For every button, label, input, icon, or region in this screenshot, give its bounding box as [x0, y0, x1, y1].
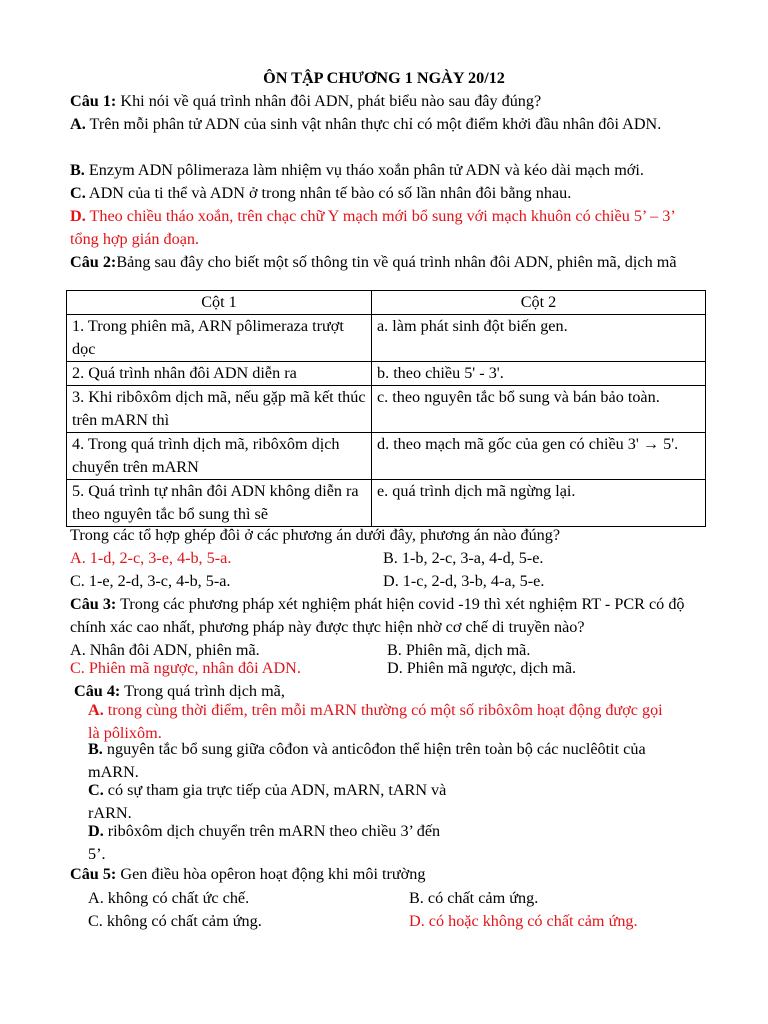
q1-option-b-text: Enzym ADN pôlimeraza làm nhiệm vụ tháo xoắn phân tử ADN và kéo dài mạch mới.: [84, 161, 644, 179]
q3-option-b: B. Phiên mã, dịch mã.: [387, 641, 531, 659]
q4-option-c-letter: C.: [88, 781, 104, 799]
q3-label: Câu 3:: [70, 595, 117, 613]
q4-option-c-text: có sự tham gia trực tiếp của ADN, mARN, tARN và rARN.: [88, 781, 447, 822]
table-cell: 5. Quá trình tự nhân đôi ADN không diễn ra theo nguyên tắc bổ sung thì sẽ: [67, 480, 372, 527]
q1-option-c-text: ADN của ti thể và ADN ở trong nhân tế bào có số lần nhân đôi bằng nhau.: [85, 184, 572, 202]
question-1: [70, 90, 700, 113]
q1-option-a-text: Trên mỗi phân tử ADN của sinh vật nhân thực chỉ có một điểm khởi đầu nhân đôi ADN.: [85, 115, 662, 133]
q4-option-a-text: trong cùng thời điểm, trên mỗi mARN thường có một số ribôxôm hoạt động được gọi là pôlixôm.: [88, 701, 663, 742]
q4-text: Trong quá trình dịch mã,: [120, 682, 285, 700]
table-cell: a. làm phát sinh đột biến gen.: [372, 315, 706, 362]
q1-option-d-text: Theo chiều tháo xoắn, trên chạc chữ Y mạch mới bổ sung với mạch khuôn có chiều 5’ – 3’ tổng hợp gián đoạn.: [70, 207, 675, 248]
info-table: [66, 290, 706, 527]
q2-option-c: C. 1-e, 2-d, 3-c, 4-b, 5-a.: [70, 572, 231, 590]
q4-option-c: [88, 779, 473, 825]
q4-option-d-text: ribôxôm dịch chuyển trên mARN theo chiều 3’ đến 5’.: [88, 822, 441, 863]
table-row: [67, 480, 706, 527]
q4-option-b: [88, 738, 668, 784]
q1-option-d-letter: D.: [70, 207, 86, 225]
table-cell: c. theo nguyên tắc bổ sung và bán bảo toàn.: [372, 386, 706, 433]
q5-option-d-correct: D. có hoặc không có chất cảm ứng.: [409, 912, 638, 930]
question-2: [70, 251, 700, 274]
q1-label: Câu 1:: [70, 92, 117, 110]
q4-option-b-letter: B.: [88, 740, 103, 758]
q2-option-b: B. 1-b, 2-c, 3-a, 4-d, 5-e.: [383, 549, 544, 567]
table-cell: d. theo mạch mã gốc của gen có chiều 3' → 5'.: [372, 433, 706, 480]
table-row: [67, 386, 706, 433]
q2-prompt: Trong các tổ hợp ghép đôi ở các phương án dưới đây, phương án nào đúng?: [70, 526, 561, 544]
q1-option-b-letter: B.: [70, 161, 85, 179]
q4-option-b-text: nguyên tắc bổ sung giữa côđon và anticôđon thể hiện trên toàn bộ các nuclêôtit của mARN.: [88, 740, 646, 781]
q5-option-a: A. không có chất ức chế.: [88, 889, 250, 907]
q3-text: Trong các phương pháp xét nghiệm phát hiện covid -19 thì xét nghiệm RT - PCR có độ chính xác cao nhất, phương pháp này được thực hiện nhờ cơ chế di truyền nào?: [70, 595, 685, 636]
question-5: [70, 863, 425, 886]
table-header: Cột 2: [372, 291, 706, 315]
q5-option-c: C. không có chất cảm ứng.: [88, 912, 262, 930]
q5-option-b: B. có chất cảm ứng.: [409, 889, 539, 907]
table-cell: 3. Khi ribôxôm dịch mã, nếu gặp mã kết thúc trên mARN thì: [67, 386, 372, 433]
table-cell: 1. Trong phiên mã, ARN pôlimeraza trượt dọc: [67, 315, 372, 362]
q1-option-c: [70, 182, 700, 205]
q1-option-b: [70, 159, 700, 182]
q4-option-d-letter: D.: [88, 822, 104, 840]
table-row: [67, 433, 706, 480]
q1-option-a-letter: A.: [70, 115, 86, 133]
page-title: ÔN TẬP CHƯƠNG 1 NGÀY 20/12: [263, 69, 505, 87]
q4-label: Câu 4:: [74, 682, 121, 700]
q3-option-a: A. Nhân đôi ADN, phiên mã.: [70, 641, 260, 659]
q5-label: Câu 5:: [70, 865, 117, 883]
q4-option-d: [88, 820, 458, 866]
q4-option-a-letter: A.: [88, 701, 104, 719]
q1-text: Khi nói về quá trình nhân đôi ADN, phát biểu nào sau đây đúng?: [116, 92, 542, 110]
q1-option-a: [70, 113, 700, 136]
question-3: [70, 593, 700, 639]
q2-option-d: D. 1-c, 2-d, 3-b, 4-a, 5-e.: [383, 572, 545, 590]
table-row: [67, 315, 706, 362]
q2-option-a-correct: A. 1-d, 2-c, 3-e, 4-b, 5-a.: [70, 549, 232, 567]
q3-option-c-correct: C. Phiên mã ngược, nhân đôi ADN.: [70, 659, 301, 677]
table-cell: e. quá trình dịch mã ngừng lại.: [372, 480, 706, 527]
q1-option-c-letter: C.: [70, 184, 86, 202]
q3-option-d: D. Phiên mã ngược, dịch mã.: [387, 659, 577, 677]
table-cell: b. theo chiều 5' - 3'.: [372, 362, 706, 386]
table-header: Cột 1: [67, 291, 372, 315]
table-header-row: [67, 291, 706, 315]
q1-option-d-correct: [70, 205, 700, 251]
table-row: [67, 362, 706, 386]
q2-text: Bảng sau đây cho biết một số thông tin về quá trình nhân đôi ADN, phiên mã, dịch mã: [116, 253, 677, 271]
table-cell: 4. Trong quá trình dịch mã, ribôxôm dịch chuyển trên mARN: [67, 433, 372, 480]
table-cell: 2. Quá trình nhân đôi ADN diễn ra: [67, 362, 372, 386]
q5-text: Gen điều hòa opêron hoạt động khi môi trường: [116, 865, 426, 883]
q2-label: Câu 2:: [70, 253, 117, 271]
